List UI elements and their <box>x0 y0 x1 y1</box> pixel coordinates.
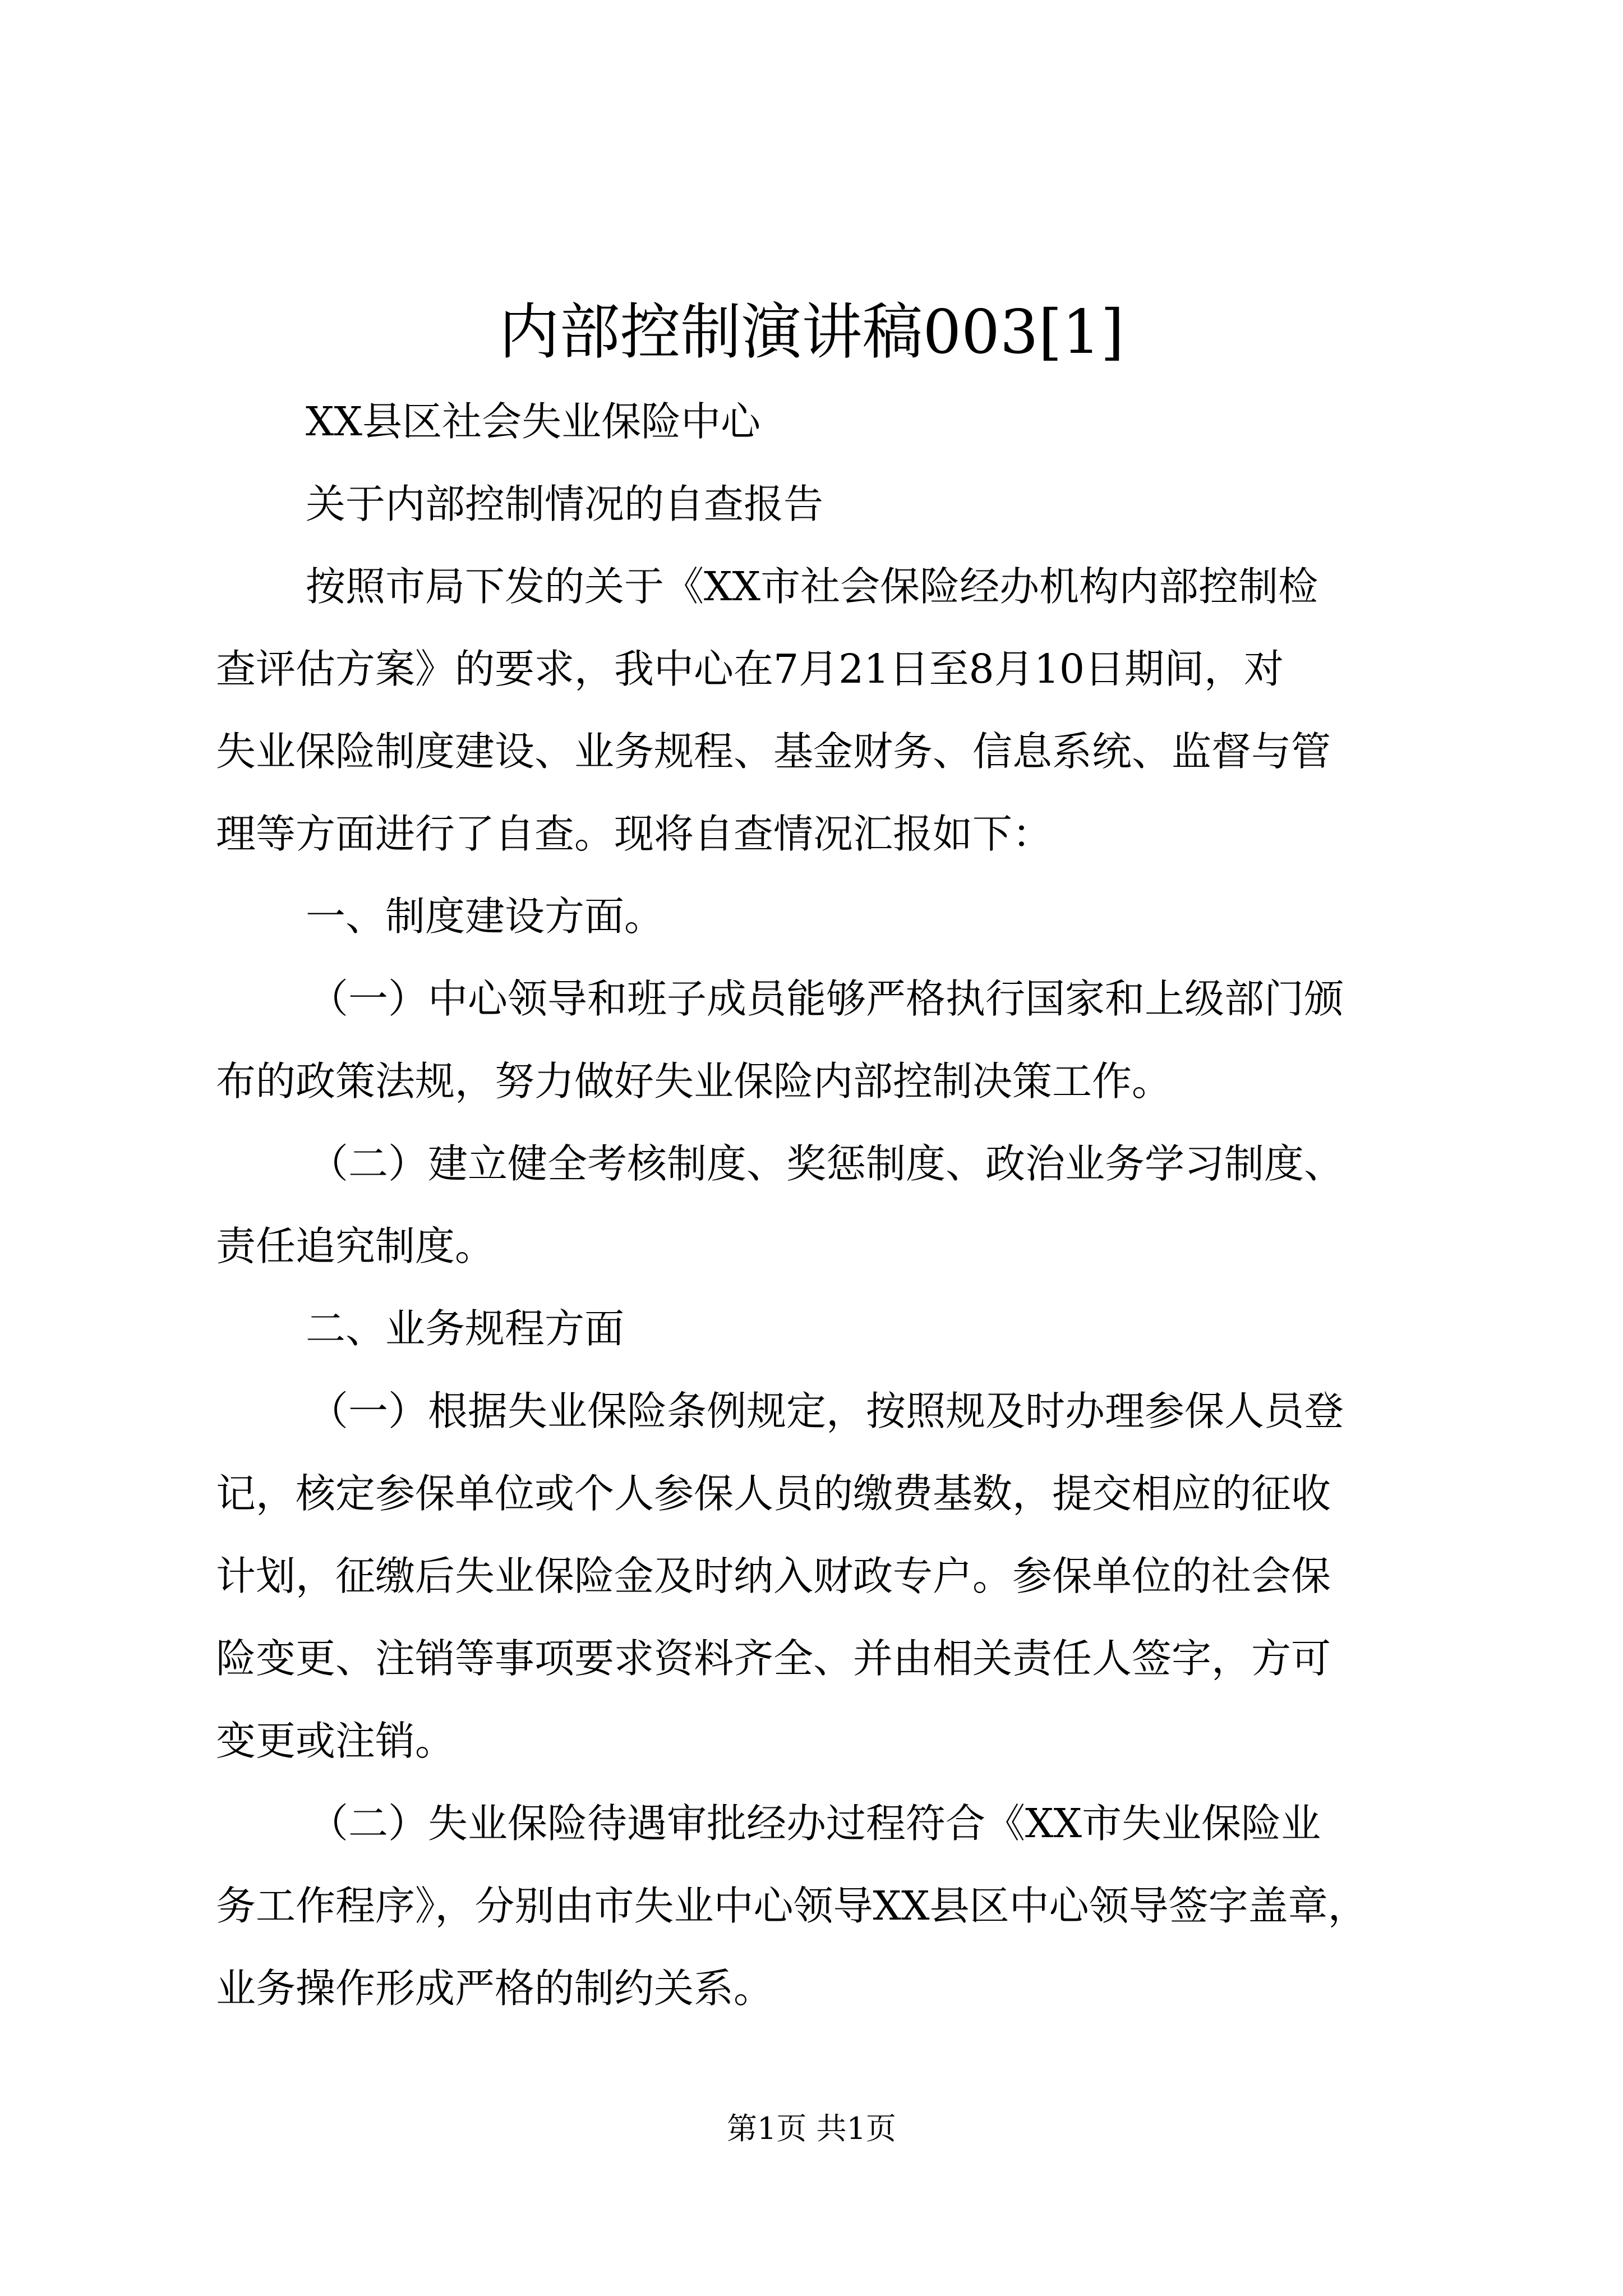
section-heading: 二、业务规程方面 <box>306 1305 625 1352</box>
paragraph-line: 记，核定参保单位或个人参保人员的缴费基数，提交相应的征收 <box>216 1470 1331 1517</box>
page-footer: 第1页 共1页 <box>727 2111 896 2146</box>
paragraph-line: 查评估方案》的要求，我中心在7月21日至8月10日期间，对 <box>216 646 1284 692</box>
paragraph-line: 理等方面进行了自查。现将自查情况汇报如下： <box>216 811 1053 857</box>
paragraph-line: 失业保险制度建设、业务规程、基金财务、信息系统、监督与管 <box>216 728 1331 775</box>
report-title-line: 关于内部控制情况的自查报告 <box>306 481 824 527</box>
paragraph-line: 业务操作形成严格的制约关系。 <box>216 1965 774 2012</box>
paragraph-line: 险变更、注销等事项要求资料齐全、并由相关责任人签字，方可 <box>216 1635 1331 1682</box>
paragraph-line: （二）建立健全考核制度、奖惩制度、政治业务学习制度、 <box>308 1140 1344 1187</box>
document-title: 内部控制演讲稿003[1] <box>499 297 1124 367</box>
paragraph-line: 变更或注销。 <box>216 1718 455 1764</box>
paragraph-line: 布的政策法规，努力做好失业保险内部控制决策工作。 <box>216 1058 1172 1105</box>
paragraph-line: 责任追究制度。 <box>216 1223 495 1269</box>
section-heading: 一、制度建设方面。 <box>306 893 665 940</box>
org-name-line: XX县区社会失业保险中心 <box>306 398 761 445</box>
paragraph-line: 按照市局下发的关于《XX市社会保险经办机构内部控制检 <box>306 563 1318 610</box>
paragraph-line: 务工作程序》，分别由市失业中心领导XX县区中心领导签字盖章， <box>216 1883 1368 1929</box>
paragraph-line: （二）失业保险待遇审批经办过程符合《XX市失业保险业 <box>308 1800 1321 1847</box>
paragraph-line: （一）根据失业保险条例规定，按照规及时办理参保人员登 <box>308 1388 1344 1434</box>
paragraph-line: （一）中心领导和班子成员能够严格执行国家和上级部门颁 <box>308 976 1344 1022</box>
paragraph-line: 计划，征缴后失业保险金及时纳入财政专户。参保单位的社会保 <box>216 1553 1331 1599</box>
